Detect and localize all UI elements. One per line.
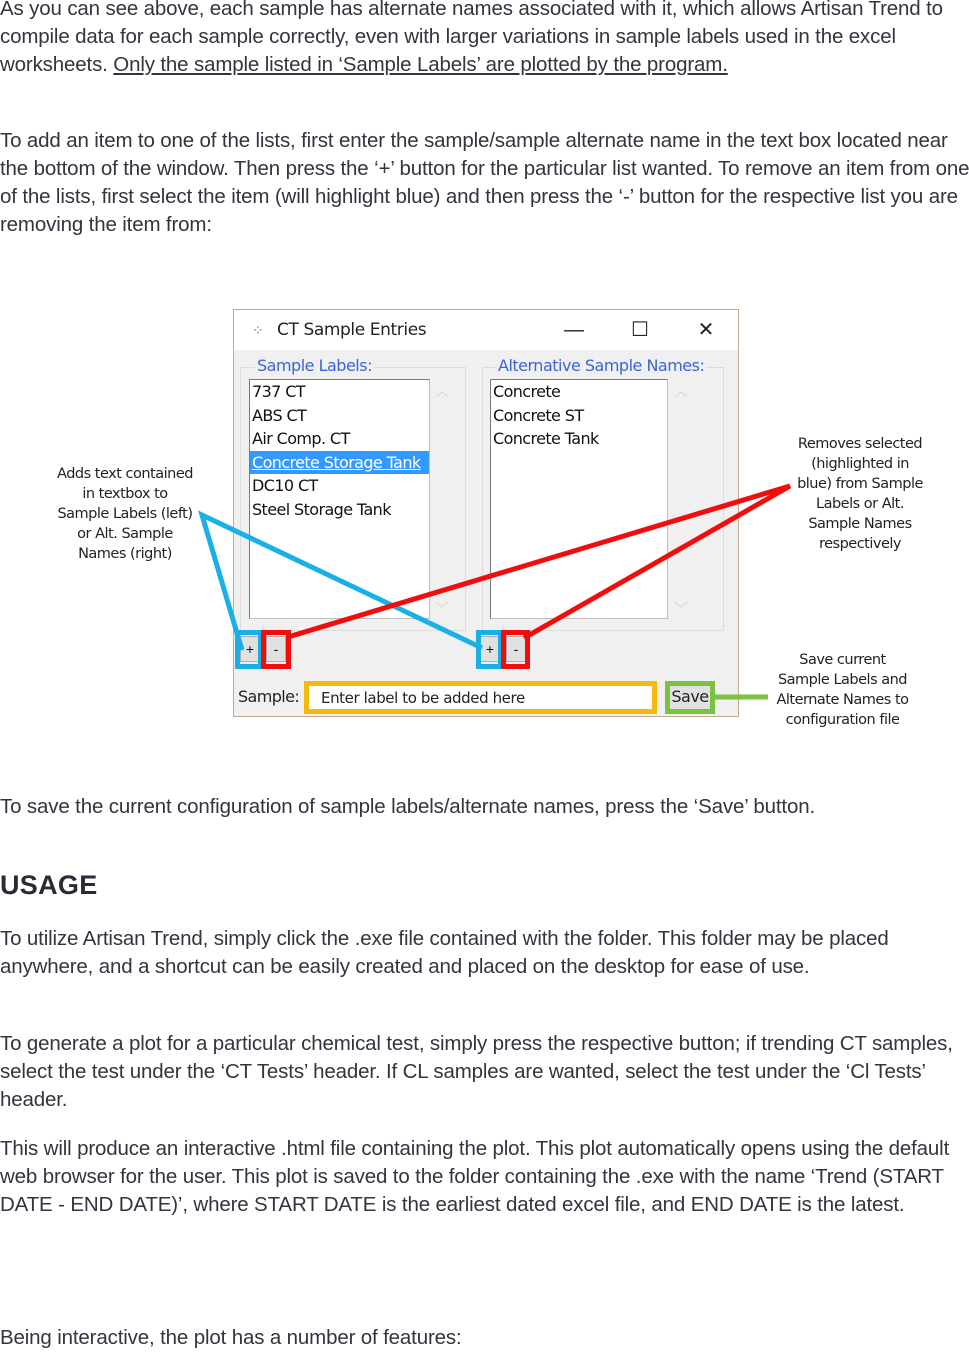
sample-input[interactable] — [304, 681, 657, 714]
annotation-line: Sample Names — [808, 516, 912, 532]
list-item[interactable]: Concrete — [493, 382, 561, 401]
ct-sample-entries-window — [233, 309, 739, 717]
minimize-icon[interactable]: — — [564, 319, 584, 341]
list-item-selected[interactable]: Concrete Storage Tank — [250, 451, 429, 475]
add-highlight-right — [476, 630, 503, 669]
sample-labels-list[interactable] — [249, 379, 430, 619]
annotation-line: respectively — [818, 536, 902, 552]
usage-paragraph-3: This will produce an interactive .html file containing the plot. This plot automatically opens using the default web browser for the user. This plot is saved to the folder containing the .exe with the name ‘Trend (START DATE - END DATE)’, where START DATE is the earliest dated excel file, and END DATE is the latest. — [0, 1137, 950, 1216]
add-sample-label-button[interactable]: + — [240, 636, 260, 662]
annotation-line: Alternate Names to — [776, 692, 909, 708]
features-paragraph: Being interactive, the plot has a number of features: — [0, 1326, 462, 1349]
list-item[interactable]: DC10 CT — [252, 476, 318, 495]
scroll-down-icon[interactable]: ﹀ — [674, 601, 688, 616]
usage-paragraph-1: To utilize Artisan Trend, simply click the .exe file contained with the folder. This folder may be placed anywhere, and a shortcut can be easily created and placed on the desktop for ease of use. — [0, 927, 889, 978]
usage-heading: USAGE — [0, 870, 98, 900]
list-item[interactable]: 737 CT — [252, 382, 305, 401]
intro-text: As you can see above, each sample has alternate names associated with it, which allows Artisan Trend to compile data for each sample correctly, even with larger variations in sample labels used in the excel worksheets. — [0, 0, 943, 76]
window-titlebar — [234, 310, 738, 350]
sample-labels-scrollbar[interactable] — [431, 379, 453, 619]
annotation-line: (highlighted in — [811, 456, 909, 472]
add-annotation — [45, 464, 205, 564]
list-item[interactable]: ABS CT — [252, 405, 307, 425]
alt-names-header: Alternative Sample Names: — [498, 356, 705, 375]
annotation-line: Adds text contained — [57, 466, 193, 482]
list-item[interactable]: Concrete Tank — [493, 429, 599, 448]
save-paragraph: To save the current configuration of sample labels/alternate names, press the ‘Save’ button. — [0, 795, 816, 818]
annotation-line: Names (right) — [78, 546, 172, 562]
add-alt-name-button[interactable]: + — [480, 636, 500, 662]
sample-field-label: Sample: — [238, 687, 300, 706]
remove-sample-label-button[interactable]: - — [266, 636, 286, 662]
remove-highlight-left — [261, 630, 291, 669]
usage-paragraph-2: To generate a plot for a particular chemical test, simply press the respective button; if trending CT samples, select the test under the ‘CT Tests’ header. If CL samples are wanted, select the test under the ‘Cl Tests’ header. — [0, 1032, 953, 1111]
list-item[interactable]: Concrete ST — [493, 405, 584, 425]
add-remove-paragraph: To add an item to one of the lists, first enter the sample/sample alternate name in the text box located near the bottom of the window. Then press the ‘+’ button for the particular list wanted. To remove an item from one of the lists, first select the item (will highlight blue) and then press the ‘-’ button for the respective list you are removing the item from: — [0, 129, 969, 236]
remove-alt-name-button[interactable]: - — [506, 636, 526, 662]
maximize-icon[interactable]: ☐ — [631, 319, 649, 341]
annotation-line: Removes selected — [797, 436, 923, 452]
add-highlight-left — [235, 630, 263, 669]
annotation-line: Save current — [799, 652, 886, 668]
ct-sample-entries-figure — [0, 300, 969, 740]
app-icon: ⁘ — [252, 322, 264, 338]
list-item[interactable]: Steel Storage Tank — [252, 499, 391, 519]
sample-labels-header: Sample Labels: — [257, 356, 372, 375]
annotation-line: Sample Labels (left) — [57, 506, 193, 522]
window-title: CT Sample Entries — [277, 320, 427, 340]
save-annotation — [765, 650, 920, 730]
save-button[interactable]: Save — [665, 681, 715, 714]
intro-paragraph — [0, 0, 969, 79]
annotation-line: configuration file — [785, 712, 900, 728]
close-icon[interactable]: ✕ — [697, 319, 715, 341]
alt-names-scrollbar[interactable] — [670, 379, 692, 619]
scroll-up-icon[interactable]: ︿ — [674, 384, 688, 399]
remove-annotation — [785, 434, 935, 554]
annotation-line: in textbox to — [82, 486, 168, 502]
alt-names-list[interactable] — [490, 379, 668, 619]
remove-highlight-right — [501, 630, 530, 669]
annotation-line: or Alt. Sample — [77, 526, 173, 542]
list-item[interactable]: Air Comp. CT — [252, 429, 350, 448]
annotation-line: Labels or Alt. — [816, 496, 904, 512]
scroll-up-icon[interactable]: ︿ — [435, 384, 449, 399]
annotation-line: Sample Labels and — [777, 672, 908, 688]
scroll-down-icon[interactable]: ﹀ — [435, 601, 449, 616]
annotation-line: blue) from Sample — [797, 476, 923, 492]
intro-underlined-note: Only the sample listed in ‘Sample Labels’ are plotted by the program. — [113, 53, 728, 76]
